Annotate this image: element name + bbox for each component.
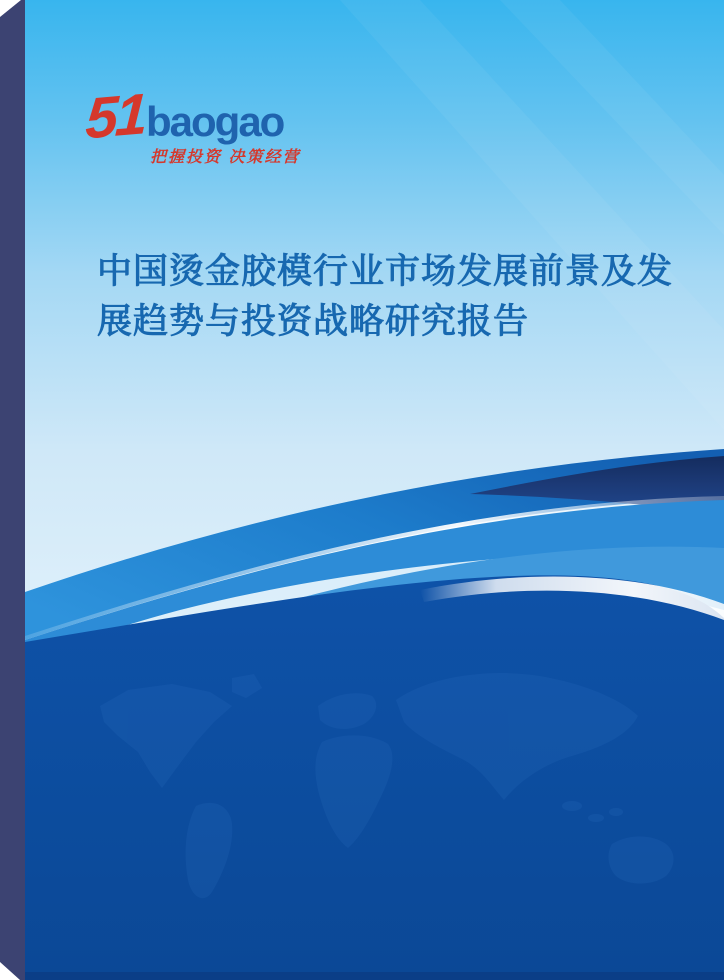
logo-51-glyph: 51 — [84, 81, 147, 152]
logo — [84, 81, 326, 174]
map-australia — [609, 837, 674, 884]
book-spine — [0, 0, 25, 980]
logo-wordmark: baogao — [146, 98, 284, 145]
report-title-line1: 中国烫金胶模行业市场发展前景及发 — [97, 252, 674, 291]
map-island — [609, 808, 623, 816]
map-island — [562, 801, 582, 811]
report-title — [97, 247, 687, 347]
map-island — [588, 814, 604, 822]
logo-tagline: 把握投资 决策经营 — [150, 149, 301, 166]
bottom-edge-strip — [25, 972, 724, 980]
report-title-line2: 展趋势与投资战略研究报告 — [97, 302, 530, 341]
